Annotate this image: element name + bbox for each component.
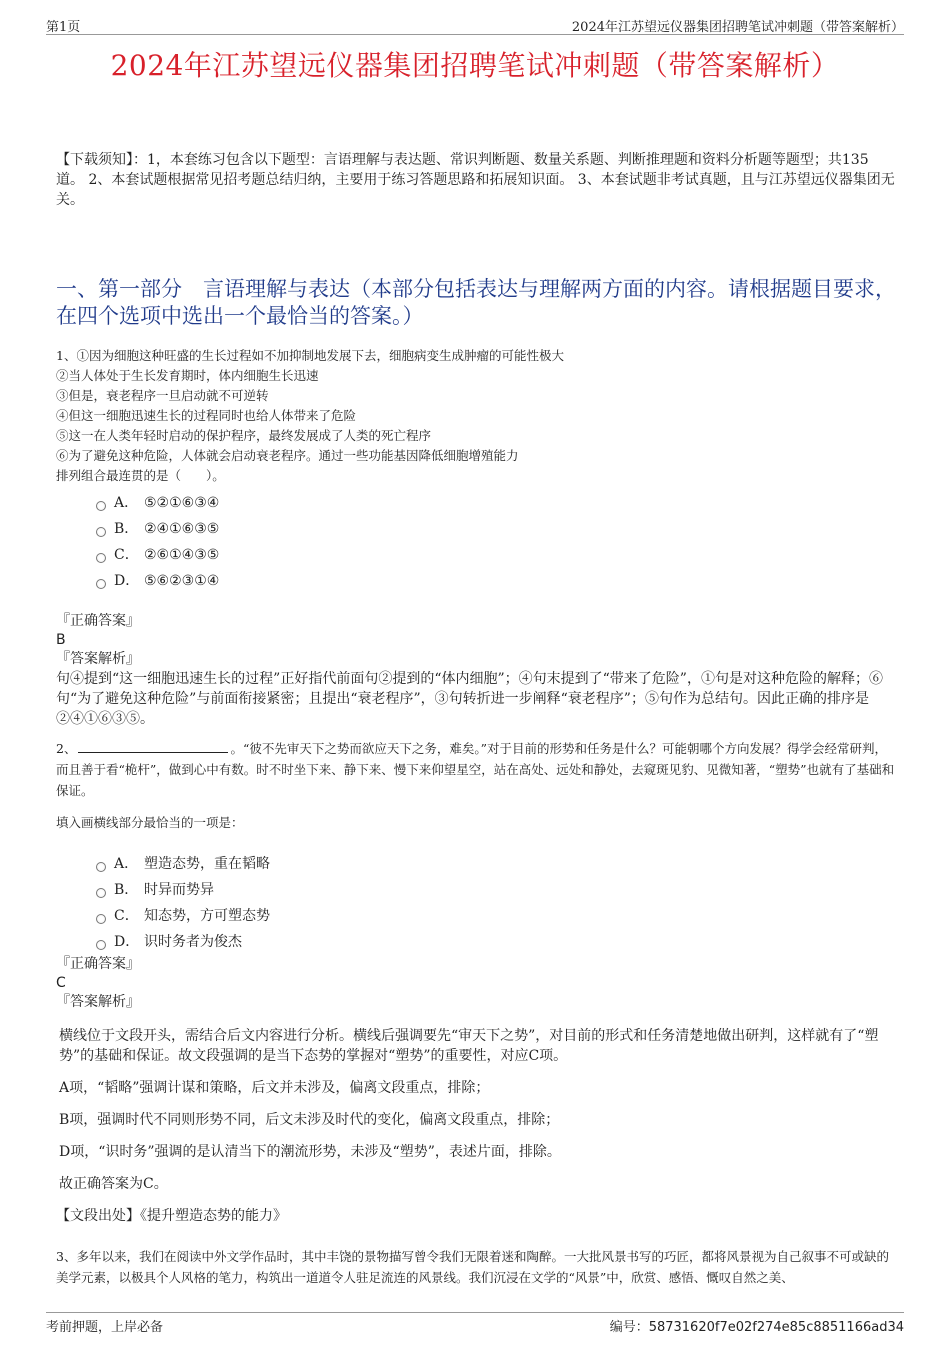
analysis-paragraph: B项，强调时代不同则形势不同，后文未涉及时代的变化，偏离文段重点，排除； xyxy=(59,1112,560,1128)
question-1-line: ③但是，衰老程序一旦启动就不可逆转 xyxy=(56,388,269,403)
answer-label: 『正确答案』 xyxy=(56,956,140,972)
option-d[interactable]: D． ⑤⑥②③①④ xyxy=(96,568,896,594)
analysis-label: 『答案解析』 xyxy=(56,651,140,667)
answer-label: 『正确答案』 xyxy=(56,613,140,629)
question-1-line: 1、①因为细胞这种旺盛的生长过程如不加抑制地发展下去，细胞病变生成肿瘤的可能性极大 xyxy=(56,348,564,363)
page-header xyxy=(46,14,904,35)
question-3 xyxy=(56,1246,896,1288)
footer-slogan: 考前押题，上岸必备 xyxy=(46,1320,164,1335)
document-code: 编号：58731620f7e02f274e85c8851166ad34 xyxy=(609,1320,904,1335)
question-2 xyxy=(56,738,896,1226)
analysis-paragraph: 横线位于文段开头，需结合后文内容进行分析。横线后强调要先“审天下之势”，对目前的形式和任务清楚地做出研判，这样就有了“塑势”的基础和保证。故文段强调的是当下态势的掌握对“塑势”的重要性，对应C项。 xyxy=(59,1028,879,1064)
page-footer xyxy=(46,1312,904,1335)
option-b[interactable]: B． ②④①⑥③⑤ xyxy=(96,516,896,542)
radio-icon[interactable] xyxy=(96,579,106,589)
analysis-label: 『答案解析』 xyxy=(56,994,140,1010)
header-doc-title: 2024年江苏望远仪器集团招聘笔试冲刺题（带答案解析） xyxy=(571,20,904,35)
question-1-line: ⑥为了避免这种危险，人体就会启动衰老程序。通过一些功能基因降低细胞增殖能力 xyxy=(56,448,519,463)
radio-icon[interactable] xyxy=(96,914,106,924)
radio-icon[interactable] xyxy=(96,888,106,898)
question-1-line: ⑤这一在人类年轻时启动的保护程序，最终发展成了人类的死亡程序 xyxy=(56,428,432,443)
download-notice: 【下载须知】：1，本套练习包含以下题型：言语理解与表达题、常识判断题、数量关系题、判断推理题和资料分析题等题型；共135道。 2、本套试题根据常见招考题总结归纳，主要用于练习答题思路和拓展知识面。 3、本套试题非考试真题，且与江苏望远仪器集团无关。 xyxy=(56,152,895,208)
page-number: 第1页 xyxy=(46,20,81,35)
analysis-conclusion: 故正确答案为C。 xyxy=(59,1176,168,1192)
option-b[interactable]: B． 时异而势异 xyxy=(96,877,896,903)
document-title: 2024年江苏望远仪器集团招聘笔试冲刺题（带答案解析） xyxy=(110,49,840,82)
radio-icon[interactable] xyxy=(96,940,106,950)
radio-icon[interactable] xyxy=(96,862,106,872)
question-2-options xyxy=(96,851,896,955)
option-c[interactable]: C． 知态势，方可塑态势 xyxy=(96,903,896,929)
question-1-line: ②当人体处于生长发育期时，体内细胞生长迅速 xyxy=(56,368,319,383)
source-note: 【文段出处】《提升塑造态势的能力》 xyxy=(56,1208,287,1224)
section-title: 一、第一部分 言语理解与表达（本部分包括表达与理解两方面的内容。请根据题目要求，在四个选项中选出一个最恰当的答案。） xyxy=(56,277,896,328)
option-a[interactable]: A． ⑤②①⑥③④ xyxy=(96,490,896,516)
analysis-paragraph: D项，“识时务”强调的是认清当下的潮流形势，未涉及“塑势”，表述片面，排除。 xyxy=(59,1144,561,1160)
question-1-line: ④但这一细胞迅速生长的过程同时也给人体带来了危险 xyxy=(56,408,357,423)
analysis-text: 句④提到“这一细胞迅速生长的过程”正好指代前面句②提到的“体内细胞”；④句末提到了“带来了危险”，①句是对这种危险的解释；⑥句“为了避免这种危险”与前面衔接紧密；且提出“衰老程序”，③句转折进一步阐释“衰老程序”；⑤句作为总结句。因此正确的排序是②④①⑥③⑤。 xyxy=(56,671,883,727)
option-d[interactable]: D． 识时务者为俊杰 xyxy=(96,929,896,955)
radio-icon[interactable] xyxy=(96,527,106,537)
answer-value: C xyxy=(56,975,66,991)
analysis-paragraph: A项，“韬略”强调计谋和策略，后文并未涉及，偏离文段重点，排除； xyxy=(59,1080,490,1096)
question-2-stem: 2、 。“彼不先审天下之势而欲应天下之务，难矣。”对于目前的形势和任务是什么？可能朝哪个方向发展？得学会经常研判，而且善于看“桅杆”，做到心中有数。时不时坐下来、静下来、慢下来仰望星空，站在高处、远处和静处，去窥斑见豹、见微知著，“塑势”也就有了基础和保证。 xyxy=(56,741,895,798)
answer-value: B xyxy=(56,632,66,648)
question-1-prompt: 排列组合最连贯的是（ ）。 xyxy=(56,468,225,483)
radio-icon[interactable] xyxy=(96,553,106,563)
option-c[interactable]: C． ②⑥①④③⑤ xyxy=(96,542,896,568)
radio-icon[interactable] xyxy=(96,501,106,511)
question-3-stem: 3、多年以来，我们在阅读中外文学作品时，其中丰饶的景物描写曾令我们无限着迷和陶醉。一大批风景书写的巧匠，都将风景视为自己叙事不可或缺的美学元素，以极具个人风格的笔力，构筑出一道道令人驻足流连的风景线。我们沉浸在文学的“风景”中，欣赏、感悟、慨叹自然之美、 xyxy=(56,1249,889,1285)
fill-blank xyxy=(78,739,228,753)
question-1 xyxy=(56,346,896,729)
option-a[interactable]: A． 塑造态势，重在韬略 xyxy=(96,851,896,877)
question-1-options xyxy=(96,490,896,594)
question-2-prompt: 填入画横线部分最恰当的一项是： xyxy=(56,815,244,830)
